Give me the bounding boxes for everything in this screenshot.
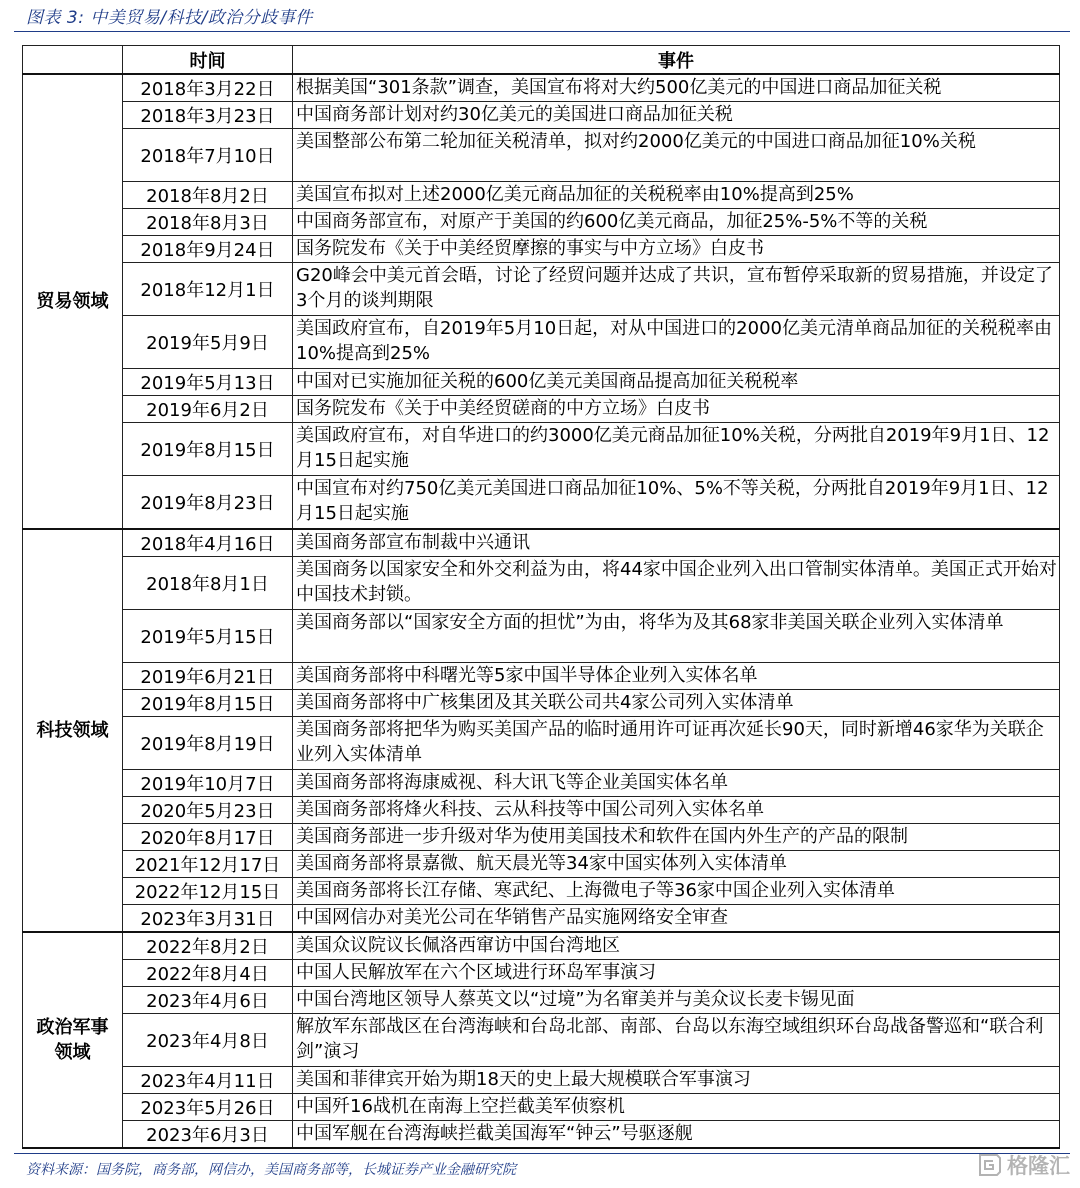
table-row: [23, 663, 1060, 690]
table-row: [23, 1121, 1060, 1149]
event-cell: 美国政府宣布，自2019年5月10日起，对从中国进口的2000亿美元清单商品加征的关税税率由10%提高到25%: [293, 316, 1060, 369]
table-row: [23, 1094, 1060, 1121]
table-row: [23, 209, 1060, 236]
event-cell: 中国台湾地区领导人蔡英文以“过境”为名窜美并与美众议长麦卡锡见面: [293, 987, 1060, 1014]
time-cell: 2019年8月23日: [123, 476, 293, 530]
table-row: [23, 369, 1060, 396]
event-cell: 美国政府宣布，对自华进口的约3000亿美元商品加征10%关税，分两批自2019年9月1日、12月15日起实施: [293, 423, 1060, 476]
time-cell: 2020年5月23日: [123, 797, 293, 824]
table-row: [23, 1014, 1060, 1067]
table-row: [23, 878, 1060, 905]
event-cell: 美国宣布拟对上述2000亿美元商品加征的关税税率由10%提高到25%: [293, 182, 1060, 209]
table-row: [23, 102, 1060, 129]
table-row: [23, 396, 1060, 423]
event-cell: 美国商务部将把华为购买美国产品的临时通用许可证再次延长90天，同时新增46家华为关联企业列入实体清单: [293, 717, 1060, 770]
event-cell: 中国歼16战机在南海上空拦截美军侦察机: [293, 1094, 1060, 1121]
time-cell: 2018年7月10日: [123, 129, 293, 182]
domain-cell: 科技领域: [23, 529, 123, 932]
event-cell: 中国商务部计划对约30亿美元的美国进口商品加征关税: [293, 102, 1060, 129]
header-domain: [23, 46, 123, 75]
time-cell: 2019年5月13日: [123, 369, 293, 396]
event-cell: 美国商务部将烽火科技、云从科技等中国公司列入实体名单: [293, 797, 1060, 824]
event-cell: 中国军舰在台湾海峡拦截美国海军“钟云”号驱逐舰: [293, 1121, 1060, 1149]
table-row: [23, 263, 1060, 316]
event-cell: 中国网信办对美光公司在华销售产品实施网络安全审查: [293, 905, 1060, 933]
event-cell: 中国商务部宣布，对原产于美国的约600亿美元商品，加征25%-5%不等的关税: [293, 209, 1060, 236]
event-cell: 美国众议院议长佩洛西窜访中国台湾地区: [293, 932, 1060, 960]
table-header-row: [23, 46, 1060, 75]
event-cell: 美国商务部将中广核集团及其关联公司共4家公司列入实体清单: [293, 690, 1060, 717]
event-cell: 中国宣布对约750亿美元美国进口商品加征10%、5%不等关税，分两批自2019年9月1日、12月15日起实施: [293, 476, 1060, 530]
time-cell: 2018年8月2日: [123, 182, 293, 209]
event-cell: 国务院发布《关于中美经贸摩擦的事实与中方立场》白皮书: [293, 236, 1060, 263]
table-row: [23, 610, 1060, 663]
table-row: [23, 797, 1060, 824]
time-cell: 2022年8月4日: [123, 960, 293, 987]
domain-label-line: 政治军事: [36, 1017, 109, 1038]
event-cell: 中国对已实施加征关税的600亿美元美国商品提高加征关税税率: [293, 369, 1060, 396]
time-cell: 2023年4月11日: [123, 1067, 293, 1094]
time-cell: 2022年12月15日: [123, 878, 293, 905]
event-cell: 解放军东部战区在台湾海峡和台岛北部、南部、台岛以东海空域组织环台岛战备警巡和“联合利剑”演习: [293, 1014, 1060, 1067]
domain-cell: [23, 932, 123, 1148]
time-cell: 2018年4月16日: [123, 529, 293, 557]
table-row: [23, 987, 1060, 1014]
time-cell: 2019年8月15日: [123, 423, 293, 476]
table-row: [23, 824, 1060, 851]
time-cell: 2019年5月9日: [123, 316, 293, 369]
table-row: [23, 905, 1060, 933]
table-row: [23, 423, 1060, 476]
time-cell: 2018年12月1日: [123, 263, 293, 316]
events-table: [22, 45, 1060, 1149]
domain-label-line: 领域: [54, 1042, 91, 1063]
event-cell: 美国和菲律宾开始为期18天的史上最大规模联合军事演习: [293, 1067, 1060, 1094]
event-cell: 美国商务部以“国家安全方面的担忧”为由，将华为及其68家非美国关联企业列入实体清单: [293, 610, 1060, 663]
table-row: [23, 960, 1060, 987]
time-cell: 2023年6月3日: [123, 1121, 293, 1149]
table-row: [23, 316, 1060, 369]
time-cell: 2023年4月8日: [123, 1014, 293, 1067]
table-row: [23, 690, 1060, 717]
table-row: [23, 129, 1060, 182]
domain-cell: 贸易领域: [23, 74, 123, 529]
time-cell: 2023年4月6日: [123, 987, 293, 1014]
event-cell: G20峰会中美元首会晤，讨论了经贸问题并达成了共识，宣布暂停采取新的贸易措施，并设定了3个月的谈判期限: [293, 263, 1060, 316]
table-row: [23, 476, 1060, 530]
time-cell: 2019年8月19日: [123, 717, 293, 770]
time-cell: 2019年5月15日: [123, 610, 293, 663]
header-event: 事件: [293, 46, 1060, 75]
footer-divider: [14, 1153, 1070, 1154]
table-row: [23, 236, 1060, 263]
table-row: [23, 932, 1060, 960]
time-cell: 2023年3月31日: [123, 905, 293, 933]
time-cell: 2019年6月2日: [123, 396, 293, 423]
table-row: [23, 717, 1060, 770]
source-note: 资料来源：国务院，商务部，网信办，美国商务部等，长城证券产业金融研究院: [26, 1162, 516, 1178]
event-cell: 美国商务以国家安全和外交利益为由，将44家中国企业列入出口管制实体清单。美国正式开始对中国技术封锁。: [293, 557, 1060, 610]
header-time: 时间: [123, 46, 293, 75]
time-cell: 2022年8月2日: [123, 932, 293, 960]
event-cell: 中国人民解放军在六个区域进行环岛军事演习: [293, 960, 1060, 987]
table-row: [23, 529, 1060, 557]
event-cell: 美国商务部宣布制裁中兴通讯: [293, 529, 1060, 557]
event-cell: 美国商务部将中科曙光等5家中国半导体企业列入实体名单: [293, 663, 1060, 690]
table-row: [23, 182, 1060, 209]
event-cell: 美国整部公布第二轮加征关税清单，拟对约2000亿美元的中国进口商品加征10%关税: [293, 129, 1060, 182]
table-body: [23, 74, 1060, 1148]
time-cell: 2019年6月21日: [123, 663, 293, 690]
watermark: [977, 1150, 1070, 1180]
event-cell: 根据美国“301条款”调查，美国宣布将对大约500亿美元的中国进口商品加征关税: [293, 74, 1060, 102]
time-cell: 2018年3月22日: [123, 74, 293, 102]
table-row: [23, 851, 1060, 878]
time-cell: 2018年3月23日: [123, 102, 293, 129]
event-cell: 美国商务部将长江存储、寒武纪、上海微电子等36家中国企业列入实体清单: [293, 878, 1060, 905]
event-cell: 国务院发布《关于中美经贸磋商的中方立场》白皮书: [293, 396, 1060, 423]
event-cell: 美国商务部将海康威视、科大讯飞等企业美国实体名单: [293, 770, 1060, 797]
table-row: [23, 557, 1060, 610]
figure-title: 图表 3: 中美贸易/科技/政治分歧事件: [26, 8, 313, 28]
table-row: [23, 74, 1060, 102]
time-cell: 2020年8月17日: [123, 824, 293, 851]
time-cell: 2018年9月24日: [123, 236, 293, 263]
time-cell: 2021年12月17日: [123, 851, 293, 878]
event-cell: 美国商务部将景嘉微、航天晨光等34家中国实体列入实体清单: [293, 851, 1060, 878]
watermark-text: 格隆汇: [1007, 1154, 1070, 1178]
title-divider: [14, 31, 1070, 32]
table-row: [23, 770, 1060, 797]
glh-logo-icon: [977, 1153, 1003, 1177]
time-cell: 2019年8月15日: [123, 690, 293, 717]
time-cell: 2018年8月1日: [123, 557, 293, 610]
time-cell: 2018年8月3日: [123, 209, 293, 236]
time-cell: 2019年10月7日: [123, 770, 293, 797]
time-cell: 2023年5月26日: [123, 1094, 293, 1121]
event-cell: 美国商务部进一步升级对华为使用美国技术和软件在国内外生产的产品的限制: [293, 824, 1060, 851]
table-row: [23, 1067, 1060, 1094]
